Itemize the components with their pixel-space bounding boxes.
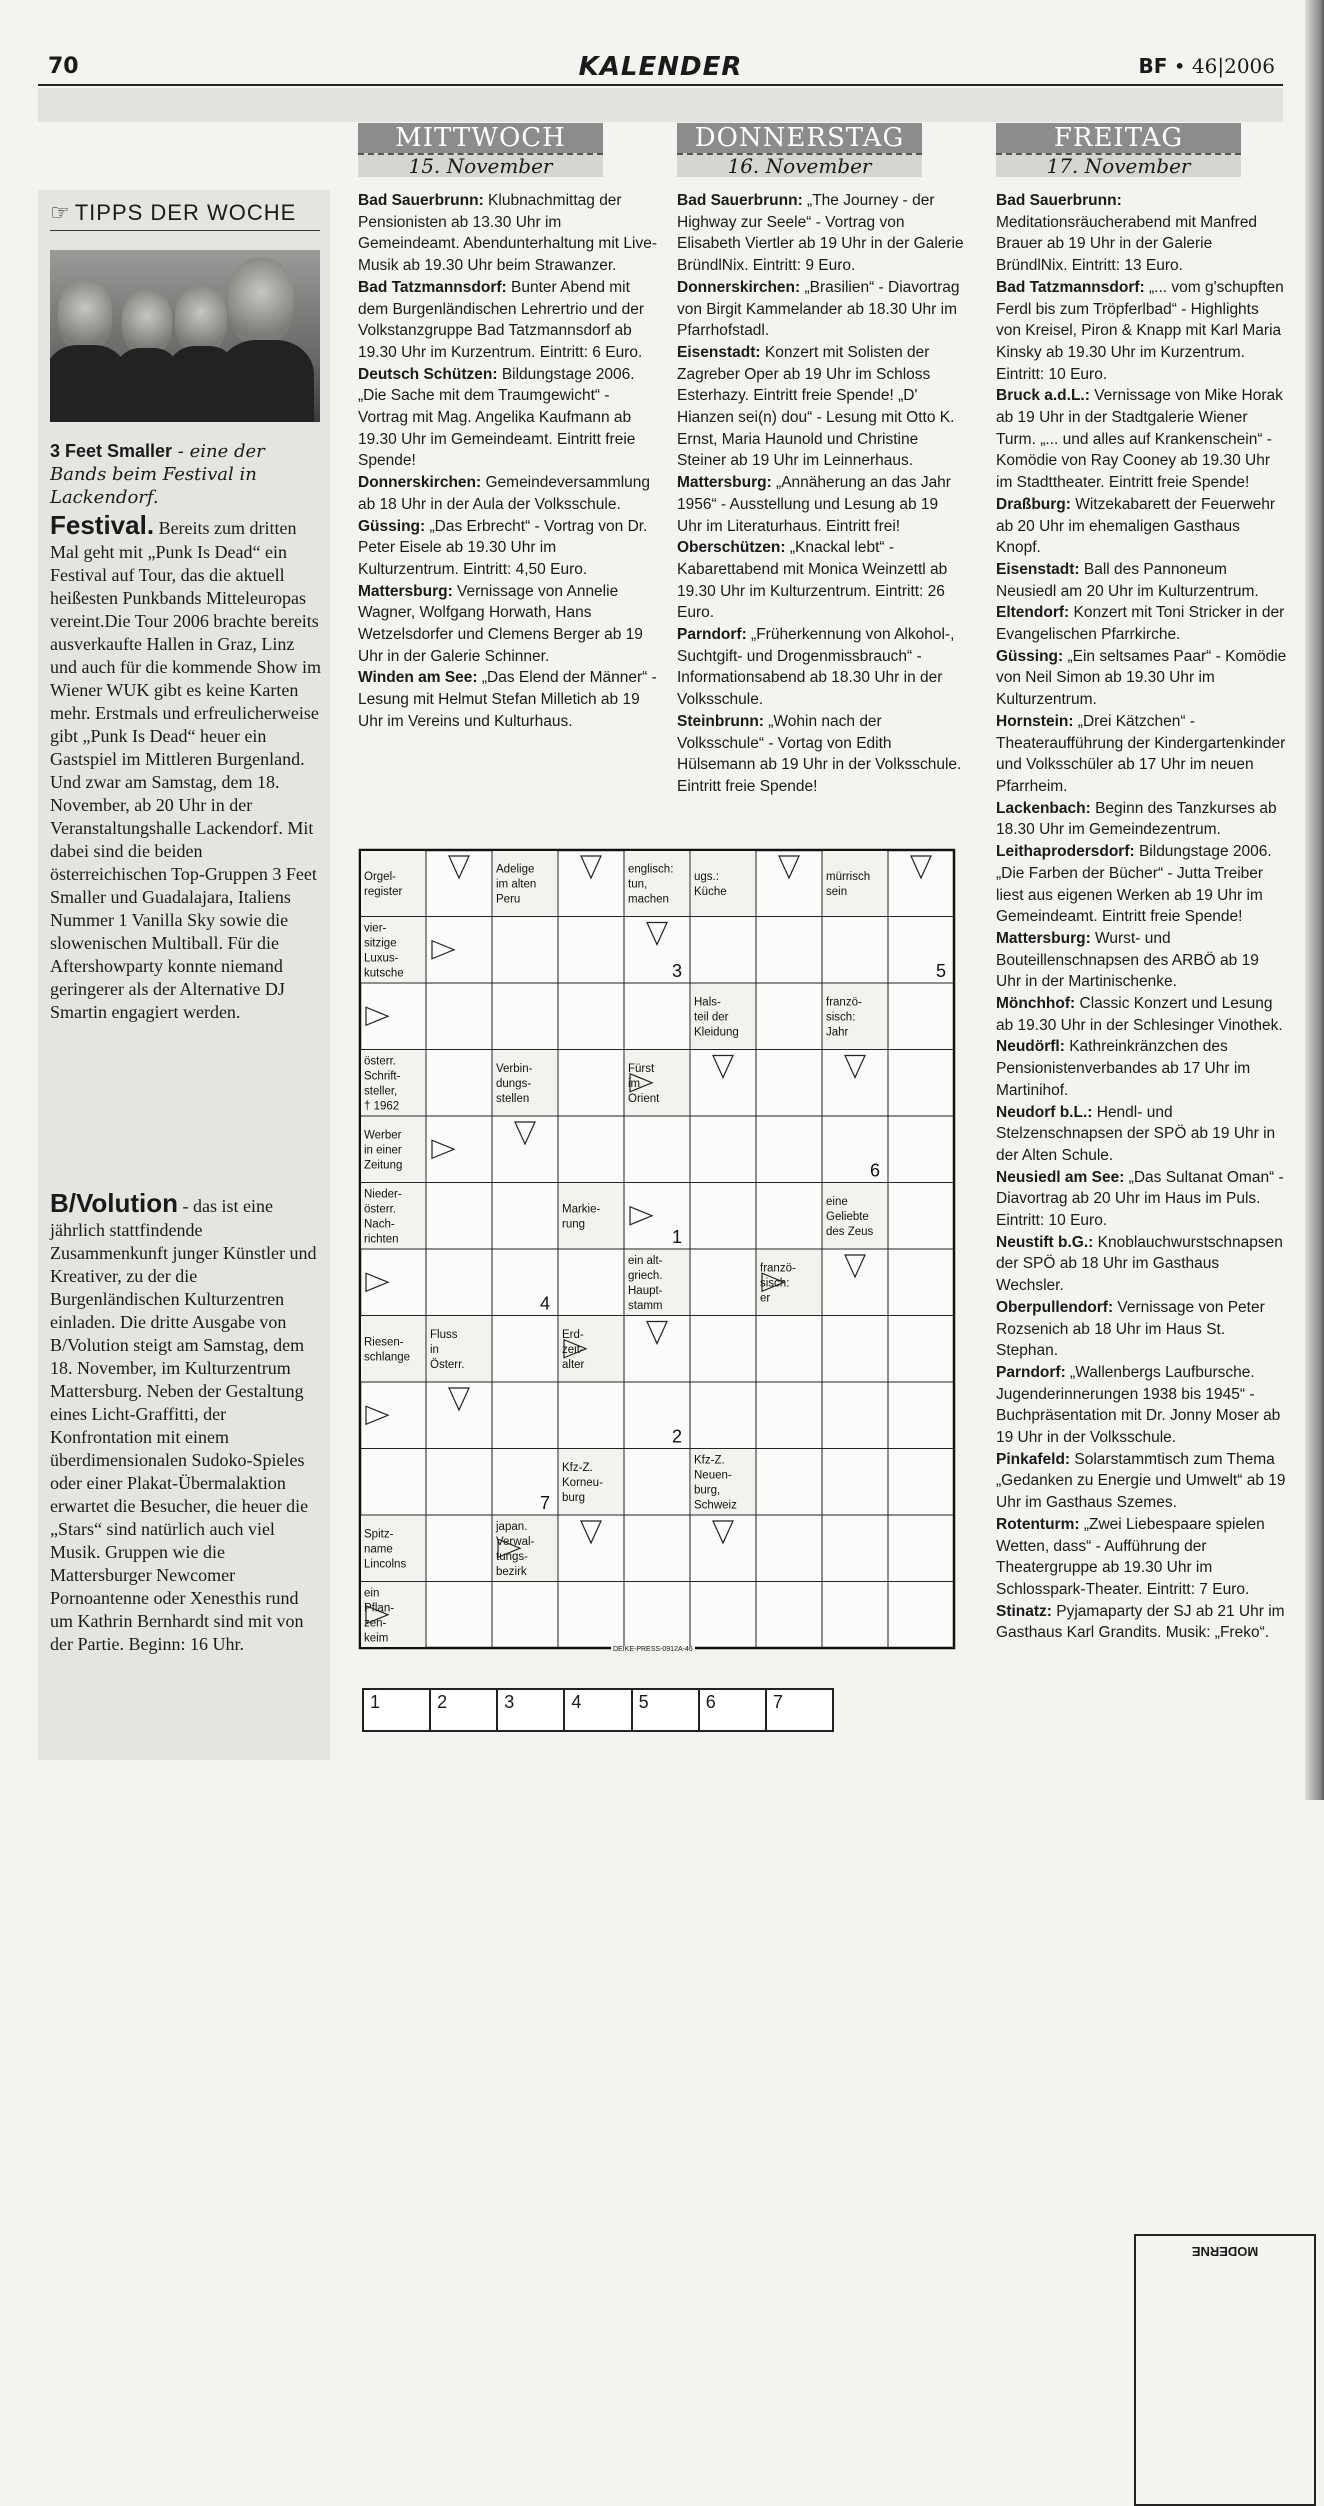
event-entry: [677, 342, 967, 472]
clue-text: Pflan-: [364, 1602, 395, 1615]
event-text: Meditationsräucherabend mit Manfred Brauer ab 19 Uhr in der Galerie BründlNix. Eintritt: 13 Euro.: [996, 213, 1258, 275]
event-place: Oberschützen:: [677, 539, 786, 557]
clue-text: sisch:: [760, 1277, 790, 1290]
clue-text: franzö-: [760, 1262, 796, 1275]
clue-text: des Zeus: [826, 1225, 874, 1238]
clue-text: Haupt-: [628, 1284, 663, 1297]
event-text: „Ein seltsames Paar“ - Komödie von Neil Simon ab 19.30 Uhr im Kulturzentrum.: [996, 647, 1287, 709]
clue-text: Peru: [496, 893, 521, 906]
event-entry: [996, 1601, 1288, 1644]
bvolution-lead: B/Volution: [50, 1188, 179, 1218]
event-place: Neudorf b.L.:: [996, 1103, 1093, 1121]
event-place: Bad Sauerbrunn:: [996, 192, 1122, 209]
clue-text: Geliebte: [826, 1210, 869, 1223]
section-title: KALENDER: [578, 52, 743, 82]
clue-cell: [691, 1450, 755, 1515]
clue-cell: [493, 1051, 557, 1116]
clue-cell: [559, 1184, 623, 1249]
event-entry: [996, 1362, 1288, 1449]
issue-separator: •: [1173, 54, 1186, 78]
event-entry: [358, 364, 658, 473]
clue-text: Jahr: [826, 1026, 849, 1039]
event-place: Oberpullendorf:: [996, 1298, 1114, 1316]
clue-text: Werber: [364, 1129, 402, 1142]
clue-cell: [361, 1583, 425, 1648]
clue-cell: [559, 1450, 623, 1515]
clue-cell: [691, 851, 755, 916]
event-place: Stinatz:: [996, 1602, 1052, 1620]
clue-text: stellen: [496, 1092, 530, 1105]
event-text: „Wohin nach der Volksschule“ - Vortag von Edith Hülsemann ab 19 Uhr in der Volksschule. Eintritt freie Spende!: [677, 712, 962, 795]
events-wednesday: [358, 190, 658, 733]
event-place: Deutsch Schützen:: [358, 365, 498, 383]
event-place: Neudörfl:: [996, 1038, 1065, 1056]
solution-slot[interactable]: 7: [772, 1692, 783, 1712]
clue-text: Nieder-: [364, 1188, 402, 1201]
event-place: Eltendorf:: [996, 604, 1070, 622]
moderne-sudoku-box: [1134, 2234, 1316, 2506]
solution-slot[interactable]: 2: [431, 1690, 498, 1730]
clue-text: bezirk: [496, 1565, 527, 1578]
page-number: 70: [48, 54, 79, 79]
event-place: Mattersburg:: [996, 929, 1091, 947]
clue-text: englisch:: [628, 863, 674, 876]
event-text: „Knackal lebt“ - Kabarettabend mit Monica Weinzettl ab 19.30 Uhr im Kulturzentrum. Eintritt: 26 Euro.: [677, 539, 948, 622]
pointing-hand-icon: ☞: [50, 200, 71, 225]
clue-cell: [361, 918, 425, 983]
clue-text: stamm: [628, 1299, 663, 1312]
clue-text: in: [430, 1343, 439, 1356]
issue-brand: BF: [1138, 54, 1168, 78]
event-text: „Brasilien“ - Diavortrag von Birgit Kammelander ab 18.30 Uhr im Pfarrhofstadl.: [677, 278, 960, 340]
clue-text: Fluss: [430, 1328, 458, 1341]
clue-cell: [427, 1317, 491, 1382]
clue-text: eine: [826, 1195, 848, 1208]
clue-cell: [361, 1516, 425, 1581]
clue-cell: [691, 984, 755, 1049]
event-entry: [996, 928, 1288, 993]
solution-number: 5: [936, 961, 947, 981]
clue-text: Lincolns: [364, 1558, 407, 1571]
clue-text: Kfz-Z.: [694, 1454, 725, 1467]
clue-text: rung: [562, 1218, 586, 1231]
event-entry: [996, 1514, 1288, 1601]
day-date: 15. November: [358, 153, 603, 177]
event-entry: [358, 581, 658, 668]
event-place: Winden am See:: [358, 669, 478, 687]
clue-cell: [625, 1250, 689, 1315]
clue-text: Kfz-Z.: [562, 1461, 593, 1474]
event-text: Classic Konzert und Lesung ab 19.30 Uhr in der Schlesinger Vinothek.: [996, 995, 1283, 1034]
event-place: Mattersburg:: [358, 582, 453, 600]
caption-text: - eine der Bands beim Festival in Lackendorf.: [50, 441, 265, 508]
event-entry: [996, 385, 1288, 494]
event-place: Eisenstadt:: [996, 560, 1080, 578]
event-entry: [677, 472, 967, 537]
clue-text: mürrisch: [826, 870, 871, 883]
solution-number: 4: [540, 1293, 551, 1314]
solution-slot[interactable]: 1: [364, 1690, 431, 1730]
event-entry: [358, 516, 658, 581]
event-entry: [358, 667, 658, 732]
events-friday: [996, 190, 1288, 1644]
event-entry: [996, 1102, 1288, 1167]
clue-text: ugs.:: [694, 870, 719, 883]
clue-text: sisch:: [826, 1011, 856, 1024]
solution-number: 1: [672, 1227, 683, 1247]
event-text: „Das Erbrecht“ - Vortrag von Dr. Peter Eisele ab 19.30 Uhr im Kulturzentrum. Eintritt: 4,50 Euro.: [358, 517, 648, 578]
clue-cell: [361, 1184, 425, 1249]
clue-text: Adelige: [496, 863, 535, 876]
event-entry: [996, 1297, 1288, 1362]
clue-text: ein alt-: [628, 1254, 663, 1267]
event-place: Steinbrunn:: [677, 712, 764, 730]
events-thursday: [677, 190, 967, 798]
clue-cell: [823, 1184, 887, 1249]
event-entry: [996, 711, 1288, 798]
clue-text: Luxus-: [364, 952, 399, 965]
clue-cell: [361, 851, 425, 916]
event-place: Leithaprodersdorf:: [996, 843, 1135, 861]
header-band: [38, 88, 1283, 122]
event-text: Bildungstage 2006. „Die Sache mit dem Traumgewicht“ - Vortrag mit Mag. Angelika Kaufmann ab 19.30 Uhr im Gemeindeamt. Eintritt freie Spende!: [358, 365, 636, 470]
photo-person-4: [228, 258, 294, 344]
tips-heading-text: TIPPS DER WOCHE: [74, 200, 297, 225]
puzzle-credit: DEIKE-PRESS-0912A-46: [613, 1646, 693, 1653]
event-place: Neusiedl am See:: [996, 1168, 1125, 1186]
event-text: Witzekabarett der Feuerwehr ab 20 Uhr im ehemaligen Gasthaus Knopf.: [996, 495, 1276, 557]
event-entry: [996, 841, 1288, 928]
caption-band-name: 3 Feet Smaller: [50, 441, 173, 461]
clue-text: franzö-: [826, 996, 862, 1009]
day-header-friday: [996, 123, 1241, 178]
clue-text: Nach-: [364, 1218, 395, 1231]
clue-text: er: [760, 1292, 771, 1305]
event-text: Konzert mit Solisten der Zagreber Oper ab 19 Uhr im Schloss Esterhazy. Eintritt freie Spende! „D' Hianzen sei(n) dou“ - Lesung mit Otto K. Ernst, Maria Haunold und Christine Steiner ab 19 Uhr im Leinnerhaus.: [677, 343, 955, 470]
event-place: Eisenstadt:: [677, 343, 761, 361]
band-photo: [50, 250, 320, 422]
solution-slot[interactable]: 4: [565, 1690, 632, 1730]
photo-shirt-4: [218, 340, 314, 422]
photo-person-1: [58, 280, 112, 350]
clue-text: † 1962: [364, 1100, 400, 1113]
clue-text: register: [364, 885, 403, 898]
event-place: Lackenbach:: [996, 799, 1091, 817]
event-text: Vernissage von Mike Horak ab 19 Uhr in der Stadtgalerie Wiener Turm. „... und alles auf Krankenschein“ - Komödie von Ray Cooney ab 19.30 Uhr im Stadttheater. Eintritt freie Spende!: [996, 387, 1283, 492]
clue-text: Verbin-: [496, 1062, 533, 1075]
event-place: Mönchhof:: [996, 995, 1076, 1013]
clue-text: sitzige: [364, 937, 397, 950]
event-text: Knoblauchwurstschnapsen der SPÖ ab 18 Uhr im Gasthaus Wechsler.: [996, 1233, 1283, 1295]
event-text: Konzert mit Toni Stricker in der Evangelischen Pfarrkirche.: [996, 604, 1285, 644]
event-place: Güssing:: [358, 517, 426, 535]
clue-text: sein: [826, 885, 848, 898]
clue-cell: [823, 984, 887, 1049]
event-text: „The Journey - der Highway zur Seele“ - Vortrag von Elisabeth Viertler ab 19 Uhr in der Galerie BründlNix. Eintritt: 9 Euro.: [677, 192, 964, 275]
clue-text: Österr.: [430, 1358, 465, 1371]
event-place: Mattersburg:: [677, 474, 772, 492]
event-place: Bad Sauerbrunn:: [677, 192, 803, 209]
festival-article: [50, 510, 322, 1024]
solution-number: 2: [672, 1426, 683, 1447]
event-place: Hornstein:: [996, 712, 1074, 730]
clue-text: burg,: [694, 1484, 721, 1497]
clue-text: im: [628, 1077, 641, 1090]
clue-text: teil der: [694, 1011, 729, 1024]
solution-number: 3: [672, 961, 683, 981]
event-text: „Das Elend der Männer“ - Lesung mit Helmut Stefan Milletich ab 19 Uhr im Vereins und Kulturhaus.: [358, 669, 657, 730]
event-entry: [996, 277, 1288, 386]
clue-text: burg: [562, 1491, 586, 1504]
event-text: „Das Sultanat Oman“ - Diavortrag ab 20 Uhr im Haus im Puls. Eintritt: 10 Euro.: [996, 1168, 1284, 1230]
event-entry: [358, 190, 658, 277]
photo-person-3: [175, 286, 227, 352]
event-place: Bad Tatzmannsdorf:: [358, 278, 507, 296]
clue-text: tungs-: [496, 1550, 528, 1563]
clue-text: ein: [364, 1587, 380, 1600]
event-text: Beginn des Tanzkurses ab 18.30 Uhr im Gemeindezentrum.: [996, 799, 1277, 839]
clue-text: name: [364, 1543, 393, 1556]
event-entry: [358, 277, 658, 364]
clue-text: österr.: [364, 1203, 396, 1216]
event-entry: [996, 1232, 1288, 1297]
clue-text: Orient: [628, 1092, 660, 1105]
event-entry: [996, 559, 1288, 602]
clue-text: Markie-: [562, 1203, 601, 1216]
bvolution-article: [50, 1188, 322, 1656]
clue-cell: [493, 1516, 557, 1581]
solution-row: [362, 1688, 834, 1732]
clue-cell: [823, 851, 887, 916]
event-place: Draßburg:: [996, 495, 1071, 513]
event-entry: [358, 472, 658, 515]
clue-cell: [361, 1317, 425, 1382]
event-place: Donnerskirchen:: [358, 474, 482, 492]
solution-number: 7: [540, 1493, 551, 1513]
clue-text: alter: [562, 1358, 585, 1371]
event-text: Pyjamaparty der SJ ab 21 Uhr im Gasthaus Karl Grandits. Musik: „Freko“.: [996, 1602, 1285, 1642]
festival-text: Bereits zum dritten Mal geht mit „Punk Is Dead“ ein Festival auf Tour, das die aktuell heißesten Punkbands Mitteleuropas vereint.Die Tour 2006 brachte bereits ausverkaufte Hallen in Graz, Linz und auch für die kommende Show im Wiener WUK gibt es keine Karten mehr. Erstmals und erfreulicherweise gibt „Punk Is Dead“ heuer ein Gastspiel im Mittleren Burgenland. Und zwar am Samstag, dem 18. November, ab 20 Uhr in der Veranstaltungshalle Lackendorf. Mit dabei sind die beiden österreichischen Top-Gruppen 3 Feet Smaller und Guadalajara, Italiens Nummer 1 Vanilla Sky sowie die slowenischen Multiball. Für die Aftershowparty konnte niemand geringerer als der Alternative DJ Smartin engagiert werden.: [50, 518, 321, 1022]
clue-text: in einer: [364, 1144, 402, 1157]
solution-number: 6: [870, 1160, 881, 1181]
event-text: Vernissage von Peter Rozsenich ab 18 Uhr im Haus St. Stephan.: [996, 1298, 1265, 1360]
event-place: Bad Tatzmannsdorf:: [996, 278, 1145, 296]
clue-text: Schrift-: [364, 1070, 401, 1083]
day-header-wednesday: [358, 123, 603, 178]
event-entry: [677, 190, 967, 277]
event-entry: [996, 798, 1288, 841]
clue-cell: [493, 851, 557, 916]
event-text: „Früherkennung von Alkohol-, Suchtgift- und Drogenmissbrauch“ - Informationsabend ab 18.30 Uhr in der Volksschule.: [677, 626, 955, 709]
event-place: Neustift b.G.:: [996, 1233, 1094, 1251]
event-entry: [677, 537, 967, 624]
event-entry: [677, 624, 967, 711]
clue-text: zen-: [364, 1617, 387, 1630]
bvolution-text: - das ist eine jährlich stattfindende Zusammenkunft junger Künstler und Kreativer, zu der die Burgenländischen Kulturzentren einladen. Die dritte Ausgabe von B/Volution steigt am Samstag, dem 18. November, im Kulturzentrum Mattersburg. Neben der Gestaltung eines Licht-Graffitti, der Konfrontation mit einem überdimensionalen Sudoko-Spieles oder einer Plakat-Übermalaktion erwartet die Besucher, die heuer die „Stars“ sind natürlich auch viel Musik. Gruppen wie die Mattersburger Newcomer Pornoantenne oder Xenesthis rund um Kathrin Bernhardt sind mit von der Partie. Beginn: 16 Uhr.: [50, 1196, 317, 1654]
event-place: Pinkafeld:: [996, 1450, 1071, 1468]
day-name: FREITAG: [996, 123, 1241, 153]
clue-text: Spitz-: [364, 1528, 394, 1541]
clue-text: Riesen-: [364, 1336, 404, 1349]
clue-text: kutsche: [364, 967, 404, 980]
festival-lead: Festival.: [50, 510, 155, 540]
day-header-thursday: [677, 123, 922, 178]
clue-text: Orgel-: [364, 870, 396, 883]
event-entry: [996, 646, 1288, 711]
clue-text: Hals-: [694, 996, 721, 1009]
crossword-grid: [358, 848, 956, 1658]
photo-caption: [50, 440, 322, 509]
moderne-title: MODERNE: [1191, 2244, 1259, 2259]
event-entry: [996, 1167, 1288, 1232]
event-entry: [996, 1036, 1288, 1101]
clue-text: richten: [364, 1233, 399, 1246]
tips-column: [38, 190, 330, 1760]
clue-text: japan.: [496, 1520, 528, 1533]
event-place: Donnerskirchen:: [677, 278, 801, 296]
clue-text: österr.: [364, 1055, 396, 1068]
clue-cell: [559, 1317, 623, 1382]
day-name: DONNERSTAG: [677, 123, 922, 153]
solution-slot[interactable]: 5: [633, 1690, 700, 1730]
day-date: 17. November: [996, 153, 1241, 177]
clue-text: dungs-: [496, 1077, 532, 1090]
clue-text: tun,: [628, 878, 648, 891]
event-text: „Zwei Liebespaare spielen Wetten, dass“ - Aufführung der Theatergruppe ab 19.30 Uhr im Schlosspark-Theater. Eintritt: 7 Euro.: [996, 1515, 1265, 1598]
event-text: Bunter Abend mit dem Burgenländischen Lehrertrio und der Volkstanzgruppe Bad Tatzmannsdorf ab 19.30 Uhr im Kurzentrum. Eintritt: 6 Euro.: [358, 278, 645, 361]
event-text: Vernissage von Annelie Wagner, Wolfgang Horwath, Hans Wetzelsdorfer und Clemens Berger ab 19 Uhr in der Galerie Schinner.: [358, 582, 643, 665]
clue-text: Erd-: [562, 1328, 584, 1341]
page-header: [38, 50, 1283, 86]
clue-cell: [757, 1250, 821, 1315]
event-text: Klubnachmittag der Pensionisten ab 13.30 Uhr im Gemeindeamt. Abendunterhaltung mit Live-Musik ab 19.30 Uhr beim Strawanzer.: [358, 192, 657, 275]
clue-text: Verwal-: [496, 1535, 535, 1548]
event-text: „... vom g'schupften Ferdl bis zum Tröpferlbad“ - Highlights von Kreisel, Piron & Knapp mit Karl Maria Kinsky ab 19.30 Uhr im Kurzentrum. Eintritt: 10 Euro.: [996, 278, 1284, 383]
issue-number: 46|2006: [1191, 54, 1275, 78]
event-text: Gemeindeversammlung ab 18 Uhr in der Aula der Volksschule.: [358, 474, 651, 513]
clue-text: Schweiz: [694, 1499, 737, 1512]
clue-text: Kleidung: [694, 1026, 739, 1039]
event-place: Bruck a.d.L.:: [996, 387, 1090, 405]
solution-slot[interactable]: 6: [700, 1690, 767, 1730]
clue-text: Zeitung: [364, 1159, 403, 1172]
event-entry: [996, 190, 1288, 277]
clue-cell: [625, 1051, 689, 1116]
event-place: Güssing:: [996, 647, 1064, 665]
tips-heading: [50, 200, 320, 231]
page-gutter-shadow: [1305, 0, 1324, 1800]
event-place: Parndorf:: [677, 626, 747, 644]
event-place: Parndorf:: [996, 1363, 1066, 1381]
clue-text: zeit-: [562, 1343, 584, 1356]
event-entry: [996, 602, 1288, 645]
event-text: Wurst- und Bouteillenschnapsen des ARBÖ ab 19 Uhr in der Martinischenke.: [996, 929, 1259, 991]
event-text: Bildungstage 2006. „Die Farben der Bücher“ - Jutta Treiber liest aus eigenen Werken ab 19 Uhr im Gemeindeamt. Eintritt freie Spende!: [996, 843, 1272, 926]
event-text: „Drei Kätzchen“ - Theateraufführung der Kindergartenkinder und Volksschüler ab 17 Uhr im neuen Pfarrheim.: [996, 712, 1286, 795]
clue-text: Küche: [694, 885, 727, 898]
day-name: MITTWOCH: [358, 123, 603, 153]
event-place: Bad Sauerbrunn:: [358, 192, 484, 209]
event-text: „Wallenbergs Laufbursche. Jugenderinnerungen 1938 bis 1945“ - Buchpräsentation mit Dr. Jonny Moser ab 19 Uhr in der Volksschule.: [996, 1363, 1281, 1447]
event-text: Ball des Pannoneum Neusiedl am 20 Uhr im Kulturzentrum.: [996, 560, 1259, 600]
clue-text: griech.: [628, 1269, 663, 1282]
event-text: Hendl- und Stelzenschnapsen der SPÖ ab 19 Uhr in der Alten Schule.: [996, 1103, 1276, 1164]
clue-text: vier-: [364, 922, 387, 935]
event-entry: [996, 1449, 1288, 1514]
clue-text: Neuen-: [694, 1469, 732, 1482]
photo-person-2: [122, 290, 172, 354]
event-entry: [996, 494, 1288, 559]
event-entry: [996, 993, 1288, 1036]
clue-text: Korneu-: [562, 1476, 603, 1489]
solution-slot[interactable]: 3: [498, 1690, 565, 1730]
event-entry: [677, 277, 967, 342]
clue-text: keim: [364, 1632, 389, 1645]
clue-text: schlange: [364, 1351, 411, 1364]
clue-cell: [361, 1051, 425, 1116]
event-entry: [677, 711, 967, 798]
event-text: Solarstammtisch zum Thema „Gedanken zu Energie und Umwelt“ ab 19 Uhr im Gasthaus Szemes.: [996, 1450, 1286, 1512]
clue-text: im alten: [496, 878, 537, 891]
clue-text: Fürst: [628, 1062, 655, 1075]
clue-cell: [361, 1117, 425, 1182]
event-text: Kathreinkränzchen des Pensionistenverbandes ab 17 Uhr im Martinihof.: [996, 1038, 1251, 1099]
issue-info: [1138, 54, 1275, 78]
day-date: 16. November: [677, 153, 922, 177]
clue-cell: [625, 851, 689, 916]
clue-text: machen: [628, 893, 669, 906]
event-place: Rotenturm:: [996, 1515, 1080, 1533]
clue-text: steller,: [364, 1085, 398, 1098]
event-text: „Annäherung an das Jahr 1956“ - Ausstellung und Lesung ab 19 Uhr im Literaturhaus. Eintritt frei!: [677, 474, 951, 535]
